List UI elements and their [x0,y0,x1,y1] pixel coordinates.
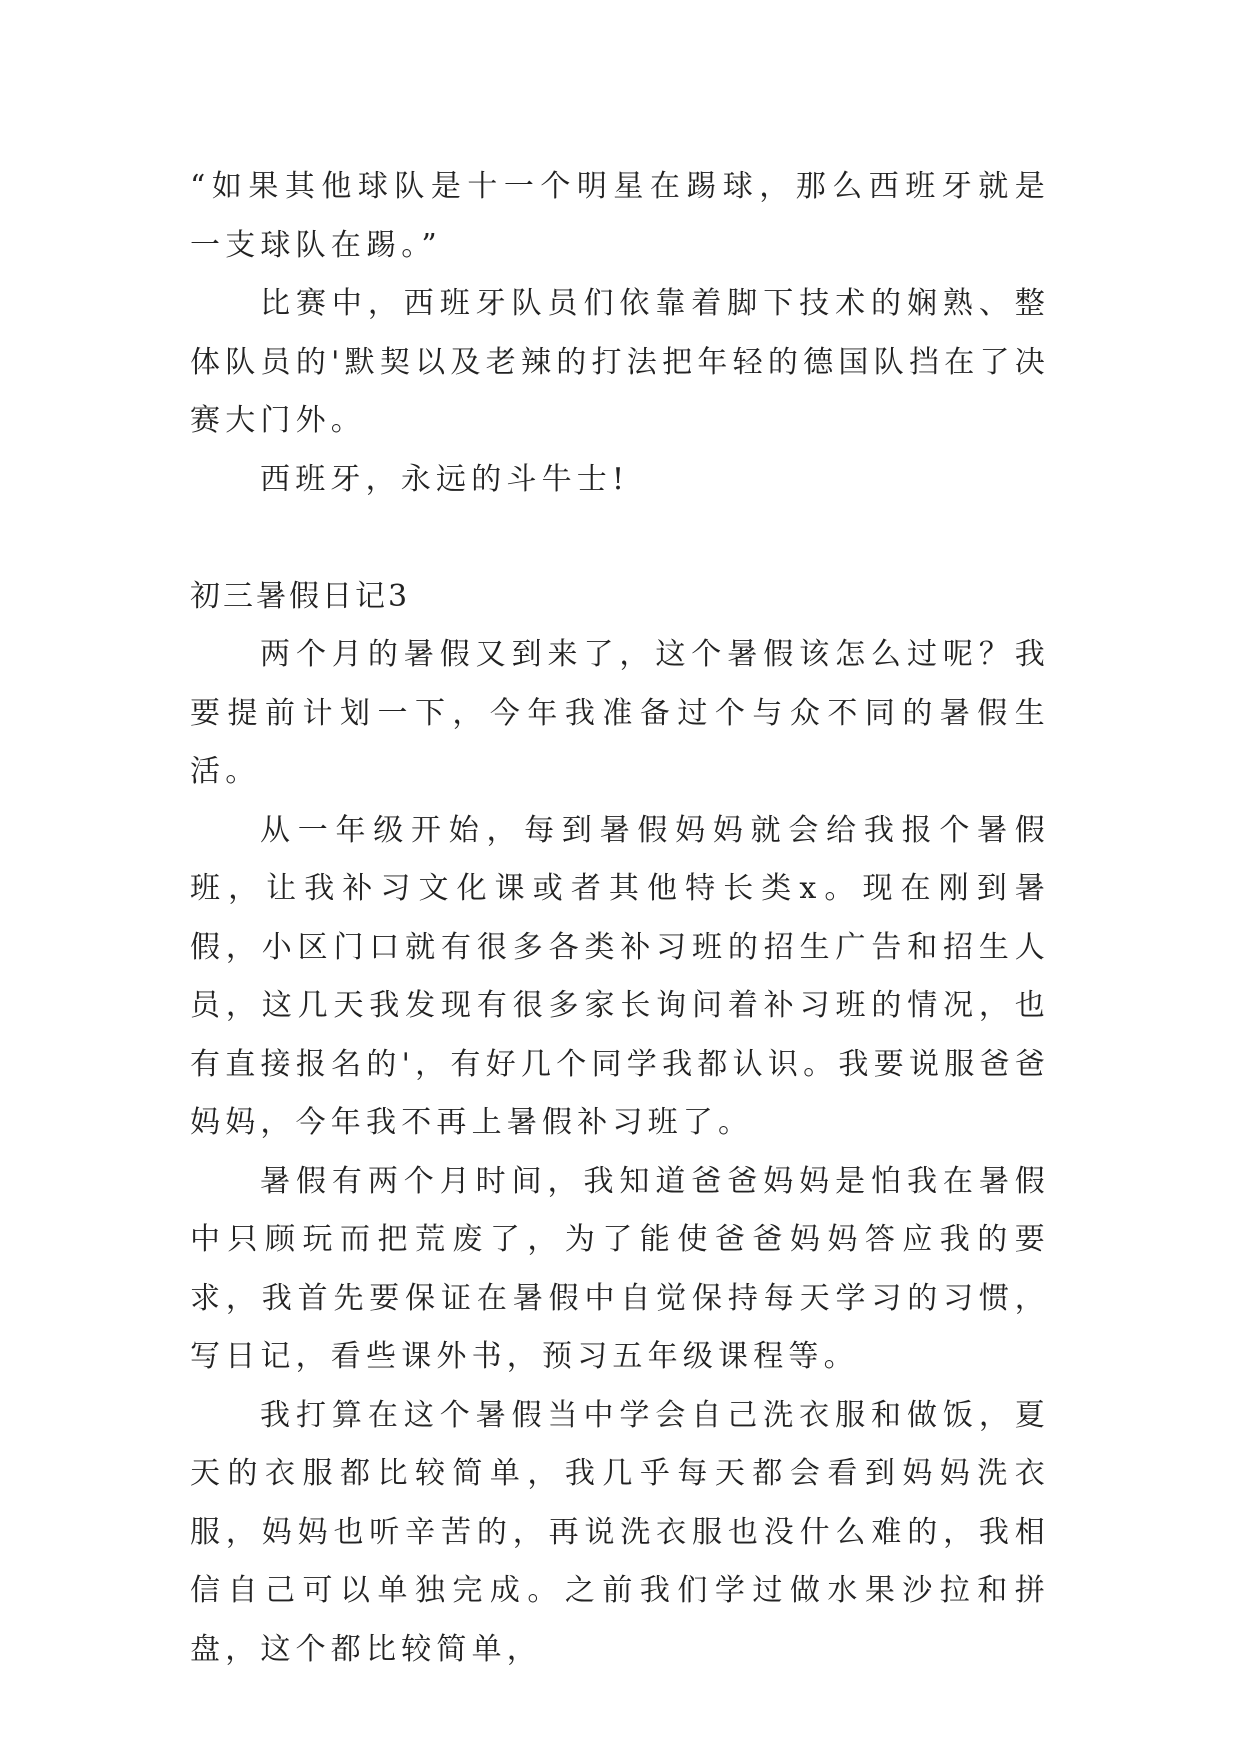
paragraph-quote: “如果其他球队是十一个明星在踢球，那么西班牙就是一支球队在踢。” [190,169,1050,263]
section-title: 初三暑假日记3 [190,578,411,614]
paragraph-tutoring-classes: 从一年级开始，每到暑假妈妈就会给我报个暑假班，让我补习文化课或者其他特长类x。现在刚到暑假，小区门口就有很多各类补习班的招生广告和招生人员，这几天我发现有很多家长询问着补习班的情况，也有直接报名的'，有好几个同学我都认识。我要说服爸爸妈妈，今年我不再上暑假补习班了。 [190,812,1050,1140]
paragraph-chores-plan: 我打算在这个暑假当中学会自己洗衣服和做饭，夏天的衣服都比较简单，我几乎每天都会看到妈妈洗衣服，妈妈也听辛苦的，再说洗衣服也没什么难的，我相信自己可以单独完成。之前我们学过做水果沙拉和拼盘，这个都比较简单， [190,1397,1050,1667]
paragraph-closing-cheer: 西班牙，永远的斗牛士! [260,461,630,497]
paragraph-match-summary: 比赛中，西班牙队员们依靠着脚下技术的娴熟、整体队员的'默契以及老辣的打法把年轻的德国队挡在了决赛大门外。 [190,286,1050,438]
paragraph-study-plan: 暑假有两个月时间，我知道爸爸妈妈是怕我在暑假中只顾玩而把荒废了，为了能使爸爸妈妈答应我的要求，我首先要保证在暑假中自觉保持每天学习的习惯，写日记，看些课外书，预习五年级课程等。 [190,1163,1050,1374]
paragraph-summer-intro: 两个月的暑假又到来了，这个暑假该怎么过呢？我要提前计划一下，今年我准备过个与众不同的暑假生活。 [190,637,1050,789]
document-body [190,158,1050,1679]
